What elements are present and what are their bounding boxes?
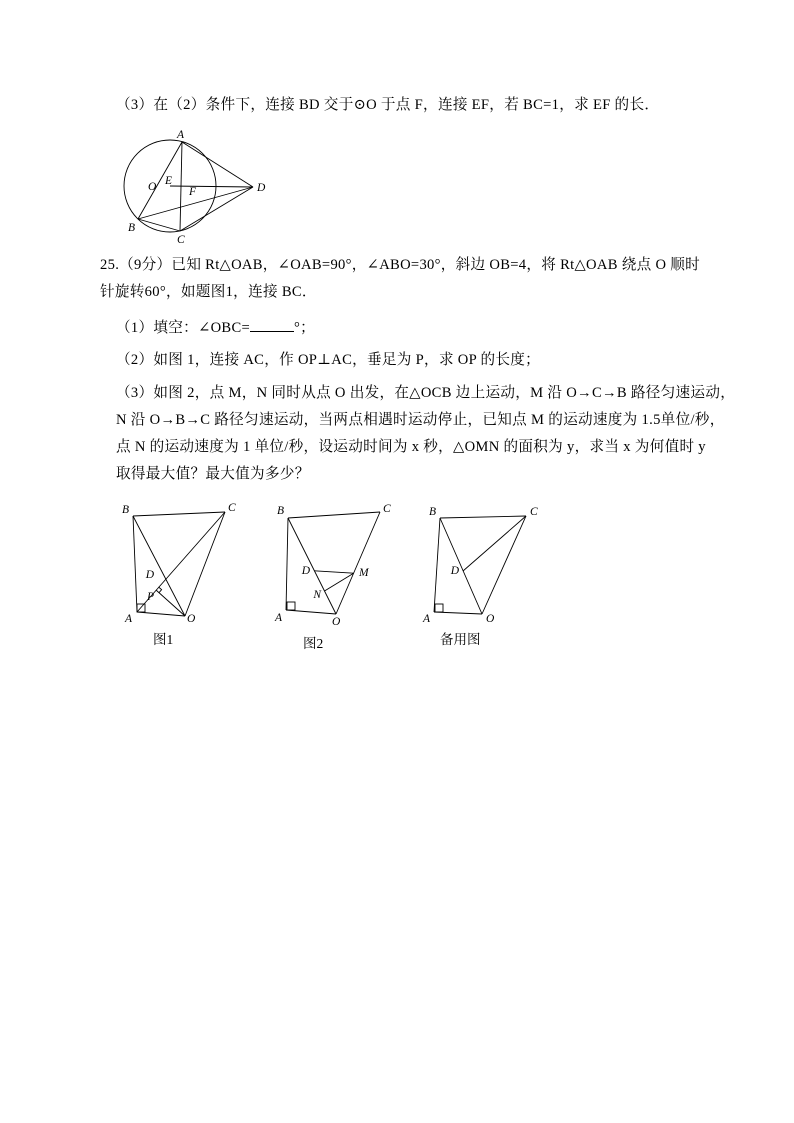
figure-2-svg [270,500,400,626]
problem25-item3-line2: N 沿 O→B→C 路径匀速运动，当两点相遇时运动停止，已知点 M 的运动速度为 1.5单位/秒， [116,412,725,428]
problem25-intro-line2: 针旋转60°，如题图1，连接 BC． [100,284,317,300]
figure-2-lines [286,512,380,614]
point-label-o: O [148,181,157,193]
item1-suffix: °； [294,320,316,336]
problem25-item2: （2）如图 1，连接 AC，作 OP⊥AC，垂足为 P，求 OP 的长度； [116,352,541,368]
fig1-point-label-o: O [187,613,196,622]
problem25-item3-line4: 取得最大值？最大值为多少？ [116,466,310,482]
fig1-point-label-d: D [145,569,154,581]
item1-prefix: （1）填空：∠OBC= [116,320,251,336]
fig2-point-label-n: N [313,589,321,601]
fig1-point-label-b: B [122,504,130,516]
circle-figure [110,128,280,250]
figure-1-caption: 图1 [153,632,174,647]
problem24-part3-text: （3）在（2）条件下，连接 BD 交于⊙O 于点 F，连接 EF，若 BC=1，求 EF 的长． [116,97,660,113]
figure-spare [420,502,545,648]
fig1-point-label-c: C [228,502,236,514]
point-label-e: E [165,175,173,187]
figure-spare-svg [420,502,545,622]
figure-1 [115,500,245,648]
point-label-a: A [177,129,185,141]
fig1-point-label-a: A [125,613,133,622]
problem25-item3-line1: （3）如图 2，点 M，N 同时从点 O 出发，在△OCB 边上运动，M 沿 O→C→B 路径匀速运动， [116,385,736,401]
fig2-point-label-m: M [359,567,369,579]
point-label-b: B [128,222,136,234]
fig2-point-label-o: O [332,616,341,626]
fig3-point-label-c: C [530,506,538,518]
fig3-point-label-b: B [429,506,437,518]
figure-2-caption: 图2 [303,636,324,651]
point-label-f: F [189,186,197,198]
point-label-d: D [257,182,266,194]
fig3-point-label-a: A [423,613,431,622]
fig2-point-label-d: D [301,565,310,577]
answer-blank [250,318,294,332]
problem25-item3-line3: 点 N 的运动速度为 1 单位/秒，设运动时间为 x 秒，△OMN 的面积为 y，求当 x 为何值时 y [116,439,706,455]
fig2-point-label-c: C [383,503,391,515]
figure-1-svg [115,500,245,622]
fig1-point-label-p: P [146,591,154,603]
problem25-intro-line1: 25.（9分）已知 Rt△OAB，∠OAB=90°，∠ABO=30°，斜边 OB=4，将 Rt△OAB 绕点 O 顺时 [100,257,701,273]
figure-spare-caption: 备用图 [440,632,481,647]
fig3-point-label-d: D [450,565,459,577]
point-label-c: C [177,234,185,246]
fig2-point-label-b: B [277,505,285,517]
circle-figure-labels [128,129,266,246]
figure-2 [270,500,400,652]
fig3-point-label-o: O [486,613,495,622]
problem25-item1 [116,318,315,337]
figure-spare-lines [434,516,526,614]
fig2-point-label-a: A [275,612,283,624]
